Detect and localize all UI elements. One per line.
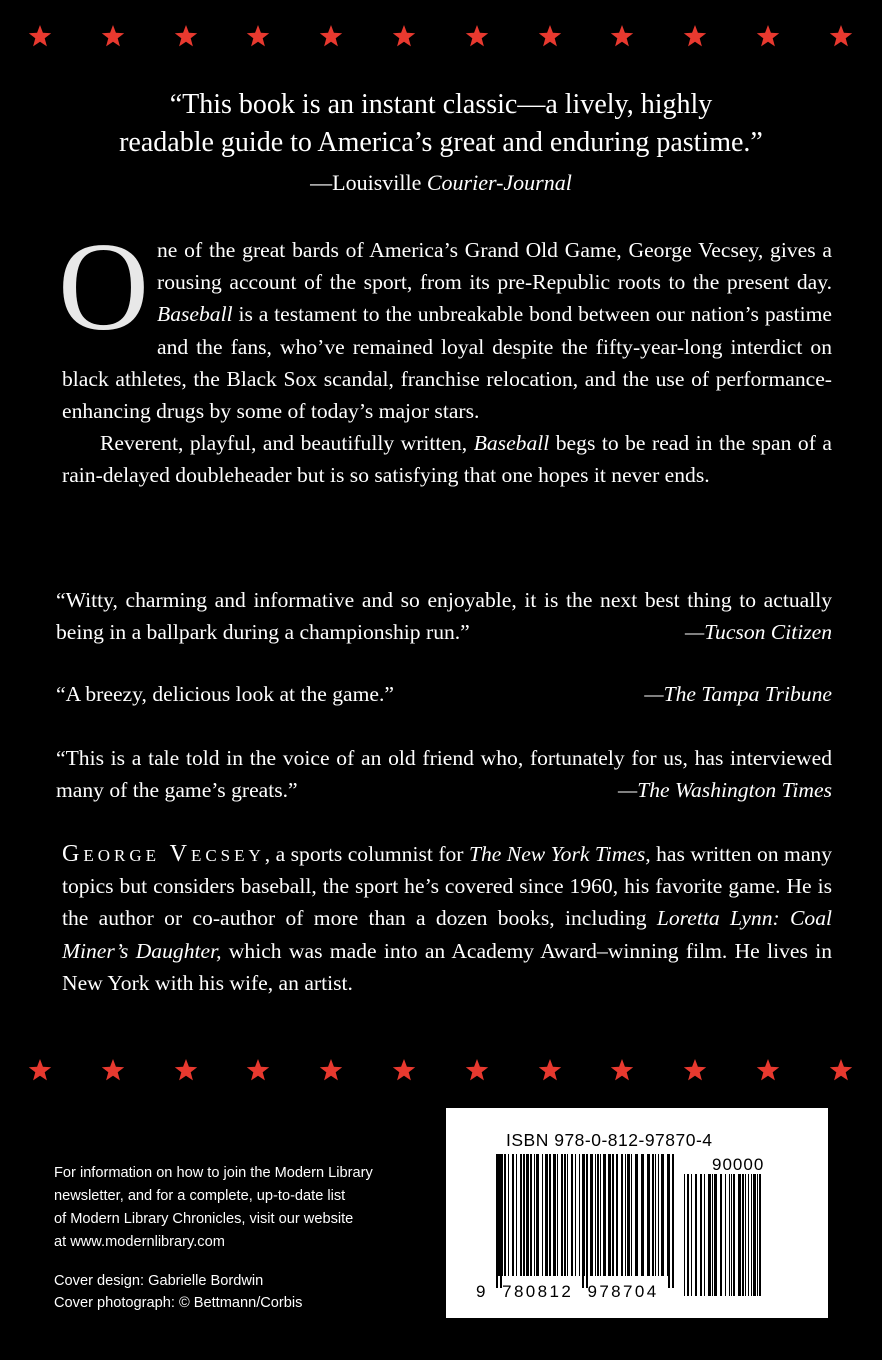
star-row-top bbox=[0, 24, 882, 52]
bio-book-title: Loretta Lynn: Coal Miner’s Daughter, bbox=[62, 906, 832, 963]
description-paragraph-1 bbox=[58, 218, 832, 427]
star-icon bbox=[101, 1058, 125, 1082]
bio-b: has written on many topics but considers baseball, the sport he’s covered since 1960, his favorite game. He is the author or co-author of more than a dozen books, including bbox=[62, 842, 832, 931]
review-3 bbox=[56, 742, 832, 806]
star-icon bbox=[465, 1058, 489, 1082]
star-icon bbox=[28, 24, 52, 48]
top-quote-source-prefix: —Louisville bbox=[310, 170, 427, 195]
modern-library-info bbox=[54, 1162, 424, 1254]
star-icon bbox=[538, 1058, 562, 1082]
info-website: at www.modernlibrary.com bbox=[54, 1234, 225, 1250]
top-quote bbox=[60, 86, 822, 198]
description-p1-b: is a testament to the unbreakable bond between our nation’s pastime and the fans, who’ve remained loyal despite the fifty-year-long interdict on black athletes, the Black Sox scandal, franchise relocation, and the use of performance-enhancing drugs by some of today’s major stars. bbox=[62, 302, 832, 424]
star-icon bbox=[246, 1058, 270, 1082]
drop-cap: O bbox=[58, 218, 149, 357]
star-icon bbox=[610, 24, 634, 48]
top-quote-source-italic: Courier-Journal bbox=[426, 170, 572, 195]
star-icon bbox=[28, 1058, 52, 1082]
star-icon bbox=[246, 24, 270, 48]
top-quote-line1: “This book is an instant classic—a lively, highly bbox=[169, 89, 713, 120]
bio-a: , a sports columnist for bbox=[264, 842, 469, 866]
review-2 bbox=[56, 678, 832, 710]
review-3-attribution: —The Washington Times bbox=[618, 778, 832, 802]
star-icon bbox=[683, 1058, 707, 1082]
description-p2-a: Reverent, playful, and beautifully written, bbox=[100, 431, 474, 456]
isbn-label: ISBN 978-0-812-97870-4 bbox=[506, 1130, 713, 1150]
top-quote-source bbox=[60, 168, 822, 198]
cover-design-credit: Cover design: Gabrielle Bordwin bbox=[54, 1273, 264, 1289]
info-line-1: For information on how to join the Modern Library bbox=[54, 1165, 373, 1181]
top-quote-line2: readable guide to America’s great and enduring pastime.” bbox=[119, 127, 763, 158]
star-icon bbox=[756, 24, 780, 48]
description-p2-title: Baseball bbox=[473, 431, 550, 456]
review-2-text: “A breezy, delicious look at the game.” bbox=[56, 682, 394, 706]
star-icon bbox=[610, 1058, 634, 1082]
star-icon bbox=[465, 24, 489, 48]
bio-publication: The New York Times, bbox=[468, 842, 651, 866]
description-p2-b: begs to be read in the span of a rain-delayed doubleheader but is so satisfying that one hopes it never ends. bbox=[62, 431, 832, 488]
cover-credits bbox=[54, 1270, 424, 1314]
author-bio bbox=[62, 838, 832, 999]
star-icon bbox=[319, 1058, 343, 1082]
review-1 bbox=[56, 584, 832, 648]
star-icon bbox=[538, 24, 562, 48]
star-icon bbox=[174, 24, 198, 48]
barcode-box bbox=[446, 1108, 828, 1318]
review-1-attribution: —Tucson Citizen bbox=[685, 620, 832, 644]
star-icon bbox=[756, 1058, 780, 1082]
book-description bbox=[58, 218, 832, 492]
review-2-attribution: —The Tampa Tribune bbox=[644, 682, 832, 706]
star-icon bbox=[829, 24, 853, 48]
star-icon bbox=[392, 1058, 416, 1082]
star-icon bbox=[683, 24, 707, 48]
review-3-text: “This is a tale told in the voice of an old friend who, fortunately for us, has interviewed many of the game’s greats.” bbox=[56, 746, 832, 802]
info-line-3: of Modern Library Chronicles, visit our website bbox=[54, 1211, 354, 1227]
barcode-digits: 9 780812 978704 bbox=[476, 1282, 659, 1301]
price-code: 90000 bbox=[712, 1155, 765, 1174]
description-p1-title: Baseball bbox=[157, 302, 233, 327]
description-paragraph-2 bbox=[62, 427, 832, 491]
star-icon bbox=[174, 1058, 198, 1082]
star-icon bbox=[829, 1058, 853, 1082]
star-row-bottom bbox=[0, 1058, 882, 1086]
bio-c: which was made into an Academy Award–winning film. He lives in New York with his wife, an artist. bbox=[62, 938, 832, 995]
cover-photo-credit: Cover photograph: © Bettmann/Corbis bbox=[54, 1295, 303, 1311]
author-name: George Vecsey bbox=[62, 841, 265, 867]
star-icon bbox=[101, 24, 125, 48]
description-p1-a: ne of the great bards of America’s Grand Old Game, George Vecsey, gives a rousing account of the sport, from its pre-Republic roots to the present day. bbox=[157, 238, 832, 295]
star-icon bbox=[319, 24, 343, 48]
star-icon bbox=[392, 24, 416, 48]
review-1-text: “Witty, charming and informative and so enjoyable, it is the next best thing to actually being in a ballpark during a championship run.” bbox=[56, 588, 832, 644]
info-line-2: newsletter, and for a complete, up-to-date list bbox=[54, 1188, 346, 1204]
